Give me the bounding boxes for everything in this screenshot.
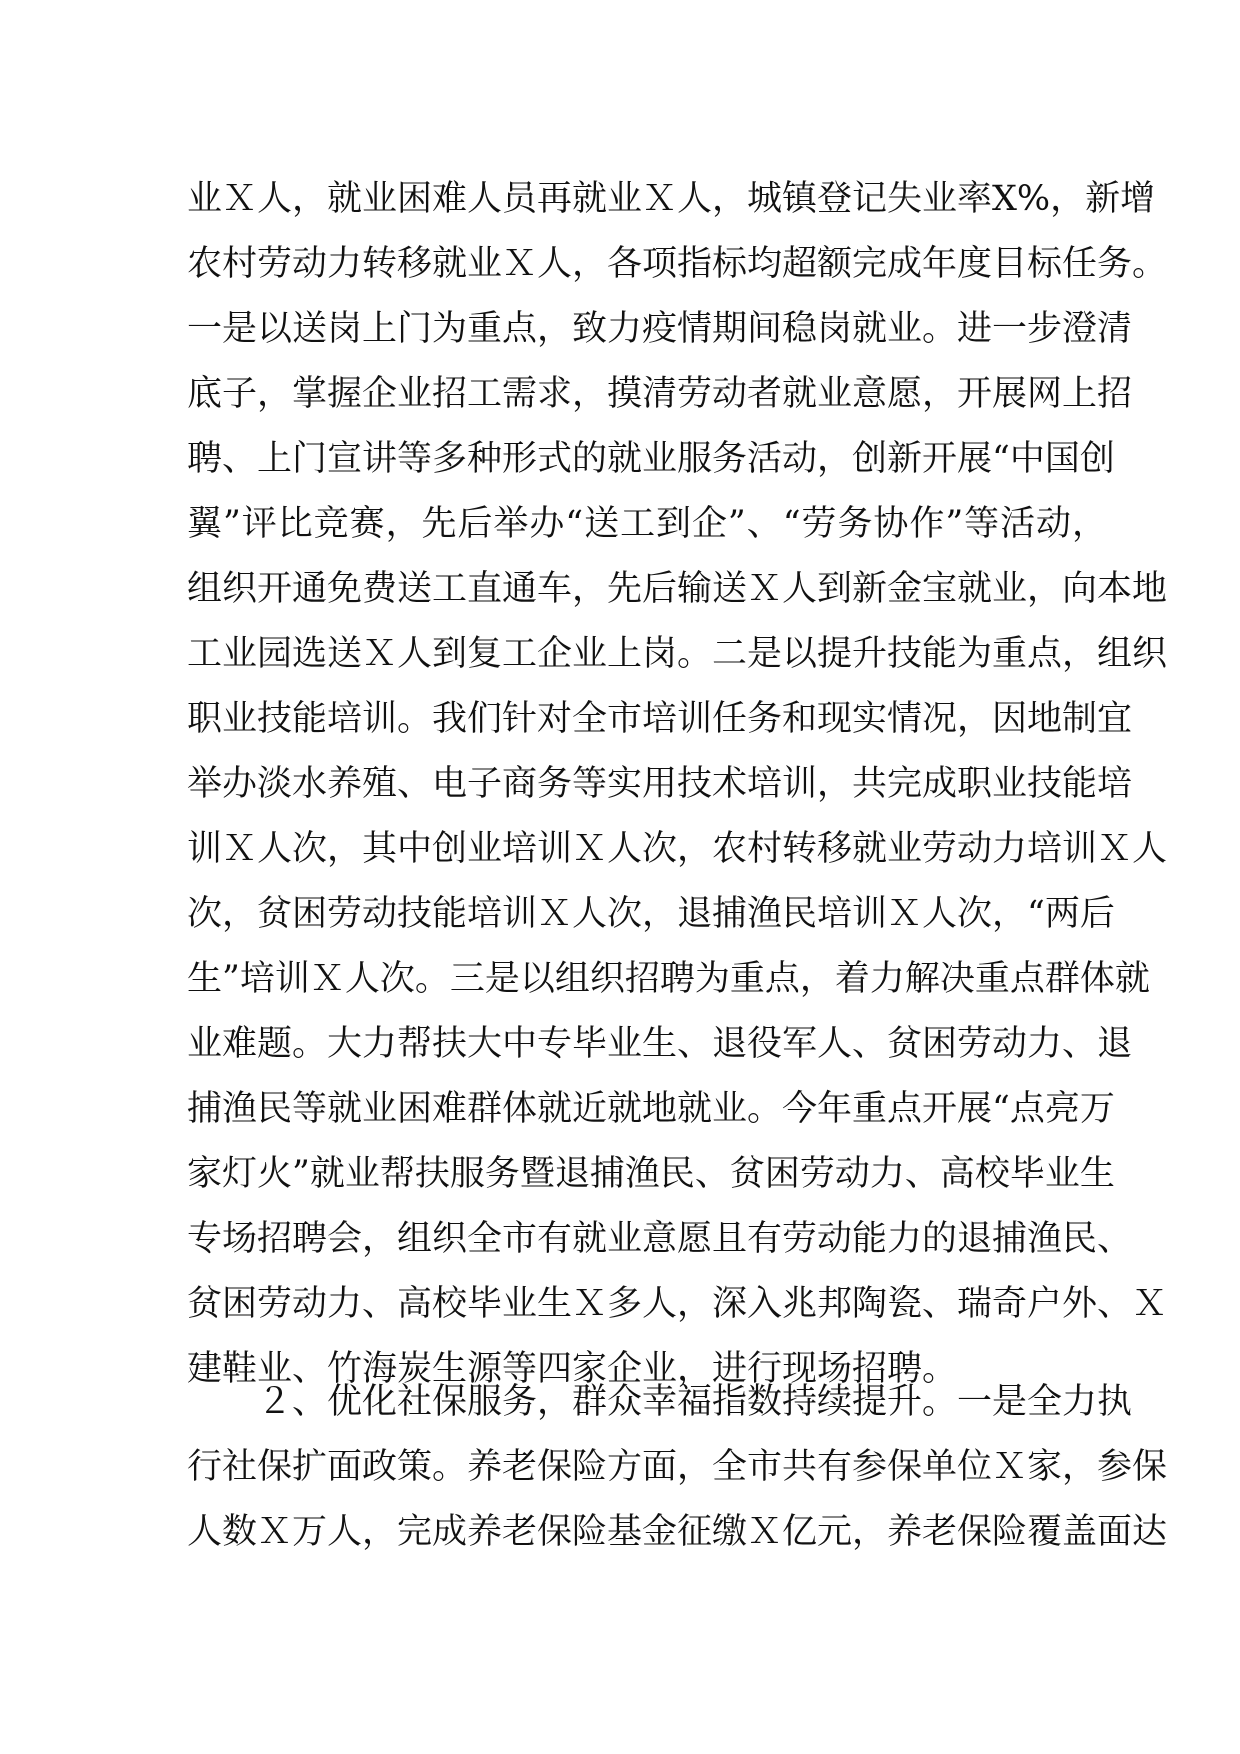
text-line: 生”培训Ｘ人次。三是以组织招聘为重点，着力解决重点群体就: [187, 959, 1150, 999]
text-line: 组织开通免费送工直通车，先后输送Ｘ人到新金宝就业，向本地: [187, 569, 1168, 609]
text-line: 家灯火”就业帮扶服务暨退捕渔民、贫困劳动力、高校毕业生: [187, 1154, 1115, 1194]
text-line: 一是以送岗上门为重点，致力疫情期间稳岗就业。进一步澄清: [187, 309, 1133, 349]
text-line: 业难题。大力帮扶大中专毕业生、退役军人、贫困劳动力、退: [187, 1024, 1133, 1064]
text-line: 专场招聘会，组织全市有就业意愿且有劳动能力的退捕渔民、: [187, 1219, 1133, 1259]
text-line: 捕渔民等就业困难群体就近就地就业。今年重点开展“点亮万: [187, 1089, 1115, 1129]
text-line: 建鞋业、竹海炭生源等四家企业，进行现场招聘。: [187, 1349, 958, 1389]
text-line: 训Ｘ人次，其中创业培训Ｘ人次，农村转移就业劳动力培训Ｘ人: [187, 829, 1168, 869]
text-line: 举办淡水养殖、电子商务等实用技术培训，共完成职业技能培: [187, 764, 1133, 804]
text-line: 翼”评比竞赛，先后举办“送工到企”、“劳务协作”等活动，: [187, 504, 1107, 544]
text-line: 人数Ｘ万人，完成养老保险基金征缴Ｘ亿元，养老保险覆盖面达: [187, 1512, 1168, 1552]
text-line: 工业园选送Ｘ人到复工企业上岗。二是以提升技能为重点，组织: [187, 634, 1168, 674]
text-line: 次，贫困劳动技能培训Ｘ人次，退捕渔民培训Ｘ人次，“两后: [187, 894, 1115, 934]
text-line: ２、优化社保服务，群众幸福指数持续提升。一是全力执: [257, 1382, 1133, 1422]
text-line: 农村劳动力转移就业Ｘ人，各项指标均超额完成年度目标任务。: [187, 244, 1168, 284]
text-line: 贫困劳动力、高校毕业生Ｘ多人，深入兆邦陶瓷、瑞奇户外、Ｘ: [187, 1284, 1168, 1324]
text-line: 底子，掌握企业招工需求，摸清劳动者就业意愿，开展网上招: [187, 374, 1133, 414]
text-line: 职业技能培训。我们针对全市培训任务和现实情况，因地制宜: [187, 699, 1133, 739]
text-line: 行社保扩面政策。养老保险方面，全市共有参保单位Ｘ家，参保: [187, 1447, 1168, 1487]
text-line: 聘、上门宣讲等多种形式的就业服务活动，创新开展“中国创: [187, 439, 1115, 479]
paragraph-social-security: [187, 1370, 1168, 1565]
text-line: 业Ｘ人，就业困难人员再就业Ｘ人，城镇登记失业率X%，新增: [187, 179, 1156, 219]
